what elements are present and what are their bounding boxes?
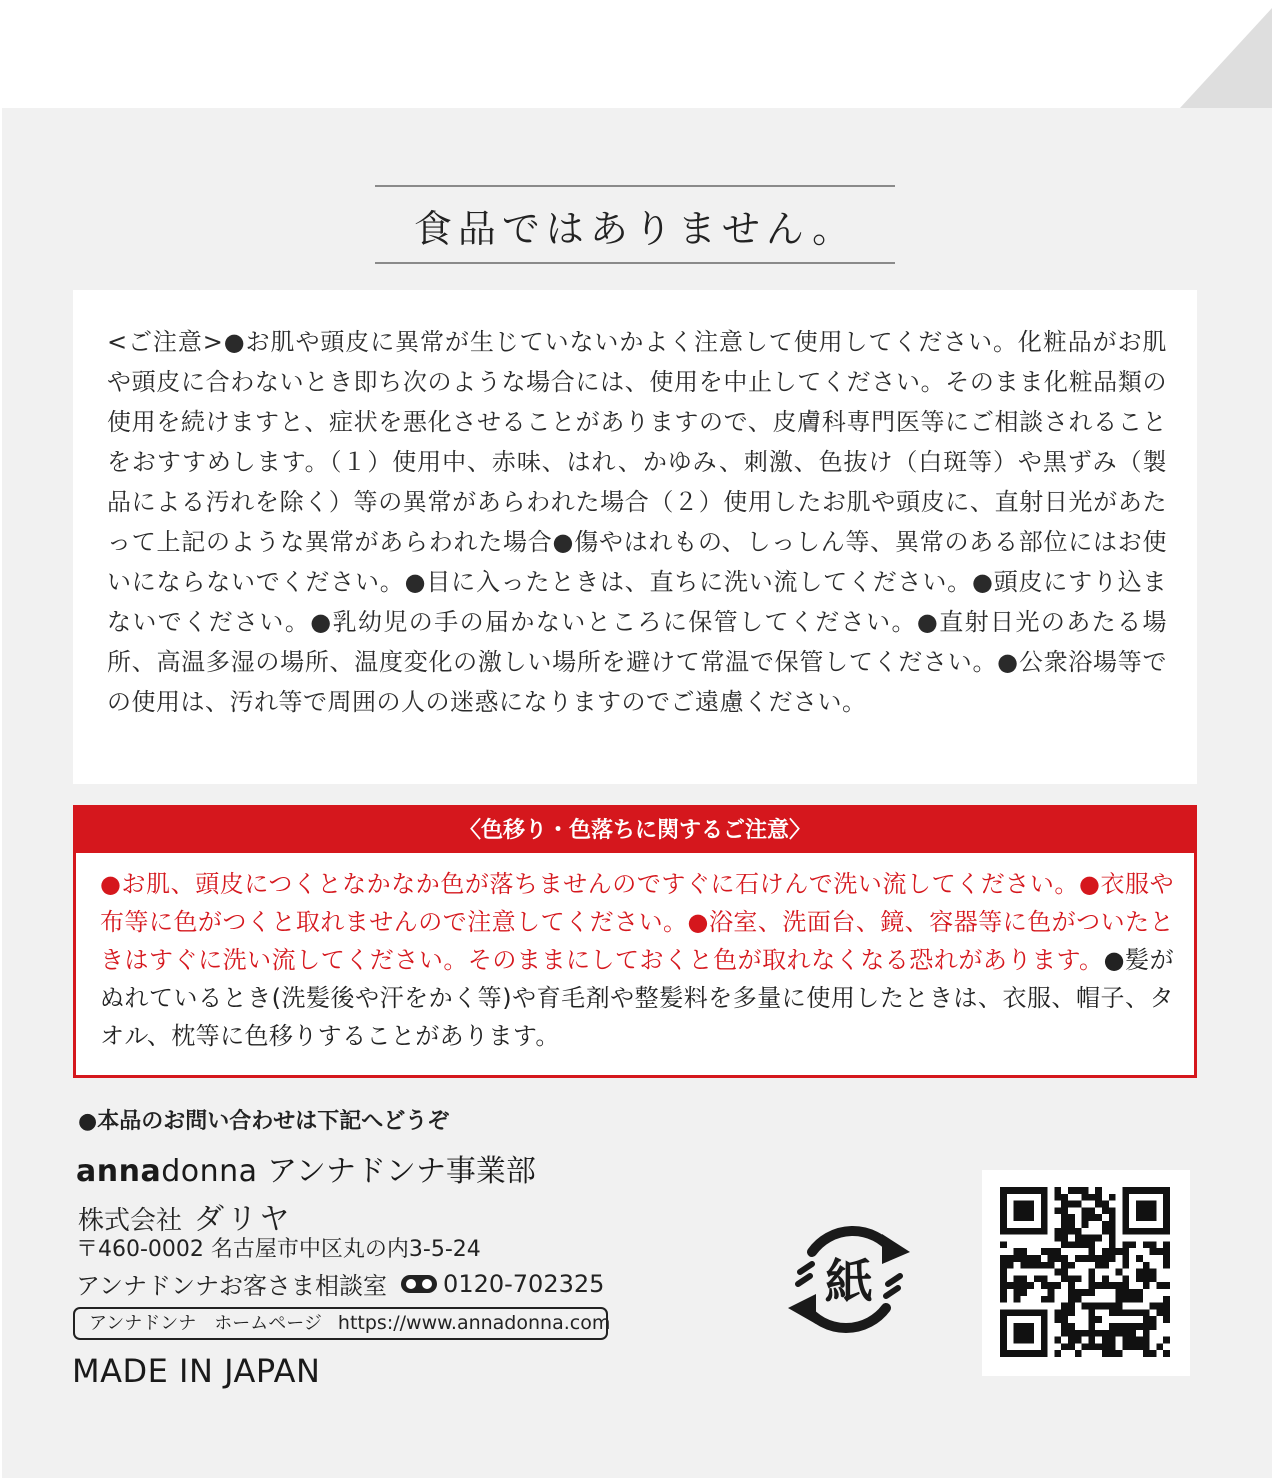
caution-text: <ご注意>●お肌や頭皮に異常が生じていないかよく注意して使用してください。化粧品がお肌や頭皮に合わないとき即ち次のような場合には、使用を中止してください。そのまま化粧品類の使用を続けますと、症状を悪化させることがありますので、皮膚科専門医等にご相談されることをおすすめします。（１）使用中、赤味、はれ、かゆみ、刺激、色抜け（白斑等）や黒ずみ（製品による汚れを除く）等の異常があらわれた場合（２）使用したお肌や頭皮に、直射日光があたって上記のような異常があらわれた場合●傷やはれもの、しっしん等、異常のある部位にはお使いにならないでください。●目に入ったときは、直ちに洗い流してください。●頭皮にすり込まないでください。●乳幼児の手の届かないところに保管してください。●直射日光のあたる場所、高温多湿の場所、温度変化の激しい場所を避けて常温で保管してください。●公衆浴場等での使用は、汚れ等で周囲の人の迷惑になりますのでご遠慮ください。 [107, 328, 1167, 716]
color-caution-black-text: ●髪がぬれているとき(洗髪後や汗をかく等)や育毛剤や整髪料を多量に使用したときは、衣服、帽子、タオル、枕等に色移りすることがあります。 [100, 946, 1174, 1050]
consult-label: アンナドンナお客さま相談室 [76, 1272, 388, 1300]
address: 〒460-0002 名古屋市中区丸の内3-5-24 [76, 1237, 481, 1262]
contact-heading: ●本品のお問い合わせは下記へどうぞ [78, 1109, 450, 1134]
phone-number: 0120-702325 [443, 1269, 605, 1298]
title-bottom-rule [375, 262, 895, 264]
caution-box [73, 290, 1197, 784]
freedial-icon [401, 1275, 437, 1293]
brand-logo-light: donna [161, 1154, 258, 1189]
color-caution-body [76, 853, 1194, 1055]
color-caution-red-text: ●お肌、頭皮につくとなかなか色が落ちませんのですぐに石けんで洗い流してください。●衣服や布等に色がつくと取れませんので注意してください。●浴室、洗面台、鏡、容器等に色がついたときはすぐに洗い流してください。そのままにしておくと色が取れなくなる恐れがあります。 [100, 870, 1174, 974]
qr-code-icon [1000, 1187, 1170, 1357]
brand-line [76, 1146, 536, 1190]
made-in-label: MADE IN JAPAN [72, 1352, 321, 1390]
company-prefix: 株式会社 [78, 1206, 183, 1236]
color-caution-heading: 〈色移り・色落ちに関するご注意〉 [76, 808, 1194, 853]
box-flap [1180, 8, 1272, 108]
brand-logo [76, 1154, 258, 1189]
color-caution-box [73, 805, 1197, 1078]
page-title: 食品ではありません。 [413, 207, 857, 251]
brand-logo-bold: anna [76, 1154, 162, 1189]
consult-line [76, 1266, 604, 1301]
homepage-label: アンナドンナ ホームページ [89, 1313, 322, 1334]
company-name: ダリヤ [194, 1202, 293, 1237]
homepage-url: https://www.annadonna.com [337, 1312, 611, 1334]
homepage-box [73, 1307, 611, 1340]
title-top-rule [375, 185, 895, 187]
division-name: アンナドンナ事業部 [267, 1154, 536, 1189]
recycle-mark-text: 紙 [824, 1254, 874, 1310]
paper-recycle-icon [782, 1212, 916, 1346]
